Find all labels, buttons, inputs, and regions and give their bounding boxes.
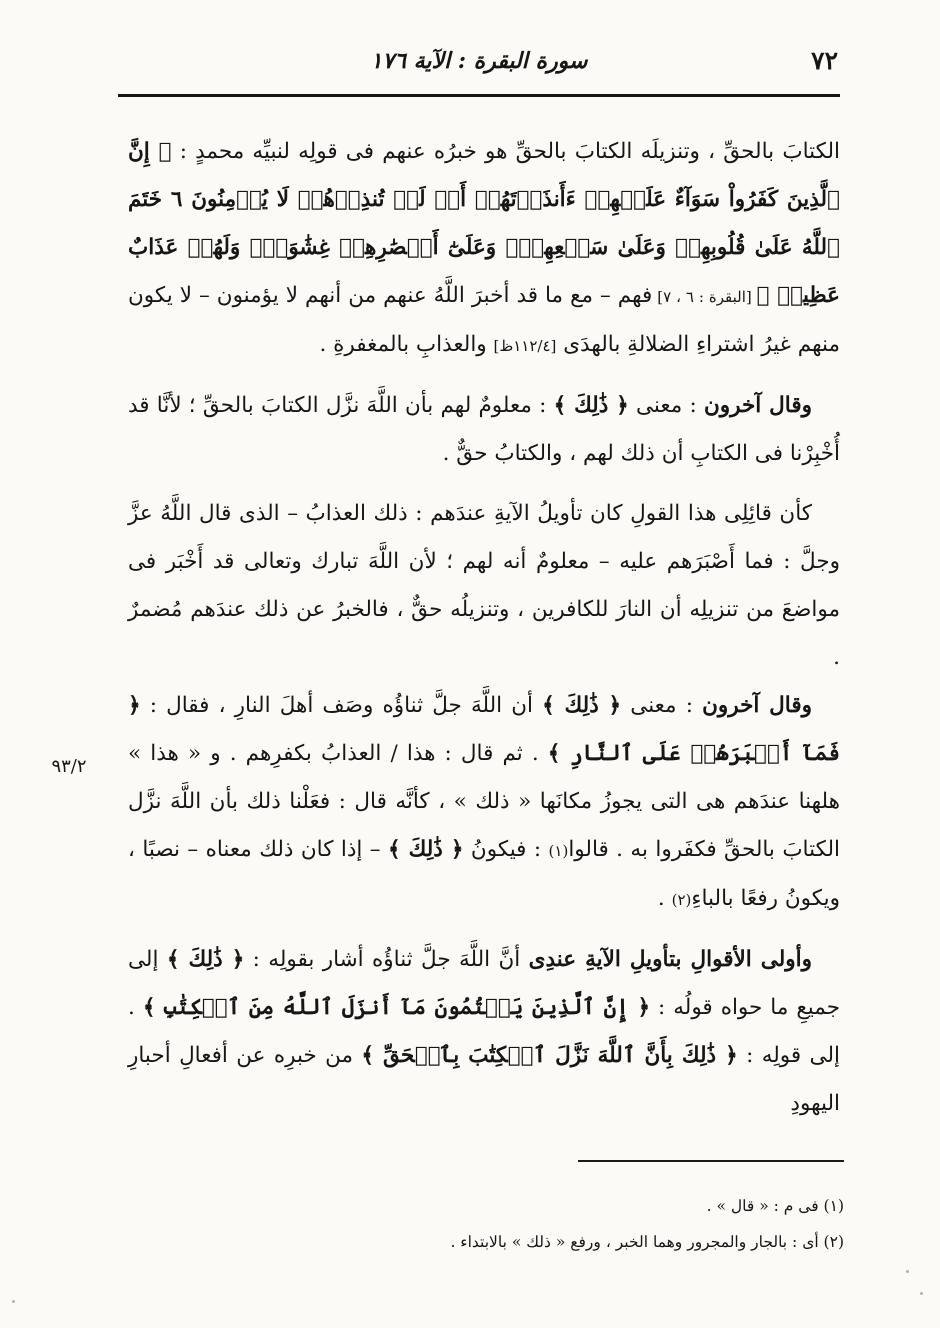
footnote: (٢) أى : بالجار والمجرور وهما الخبر ، ورفع « ذلك » بالابتداء .	[450, 1233, 844, 1251]
quran-quote: ﴿ ذَٰلِكَ ﴾	[166, 947, 245, 972]
reference-mark: [البقرة : ٦ ، ٧]	[652, 288, 757, 306]
text-run: كأن قائِلِى هذا القولِ كان تأويلُ الآيةِ عندَهم : ذلك العذابُ – الذى قال اللَّهُ عزَّ وجلَّ : فما أَصْبَرَهم عليه – معلومٌ أنه لهم ؛ لأن اللَّهَ تبارك وتعالى قد أَخْبَر فى مواضعَ من تنزيلِه أن النارَ للكافرين ، وتنزيلُه حقٌّ ، فالخبرُ عن ذلك عندَهم مُضمرٌ .	[128, 501, 840, 670]
text-run: – إذا كان ذلك معناه – نصبًا ، ويكونُ رفعًا بالباءِ	[128, 837, 840, 911]
scan-speck	[12, 1300, 15, 1303]
header-rule	[118, 94, 840, 97]
paragraph	[128, 128, 840, 370]
quran-quote: ﴿ إِنَّ ٱلَّذِينَ يَكۡتُمُونَ مَآ أَنزَلَ ٱللَّهُ مِنَ ٱلۡكِتَٰبِ ﴾	[142, 995, 651, 1020]
text-run: . ثم قال : هذا / العذابُ بكفرِهم . و « هذا » هلهنا عندَهم هى التى يجوزُ مكانَها « ذلك » ، كأنَّه قال : فعَلْنا ذلك بأن اللَّهَ نزَّل الكتابَ بالحقِّ فكفَروا به . قالوا	[128, 741, 840, 862]
text-run: . إلى قولِه :	[128, 995, 840, 1068]
paragraph	[128, 490, 840, 682]
page-number: ٧٢	[811, 46, 838, 75]
reference-mark: (٢)	[671, 891, 692, 909]
quran-quote: ﴿ إِنَّ ٱلَّذِينَ كَفَرُواْ سَوَآءٌ عَلَيۡهِمۡ ءَأَنذَرۡتَهُمۡ أَمۡ لَمۡ تُنذِرۡهُمۡ لَا يُؤۡمِنُونَ ٦ خَتَمَ ٱللَّهُ عَلَىٰ قُلُوبِهِمۡ وَعَلَىٰ سَمۡعِهِمۡۖ وَعَلَىٰٓ أَبۡصَٰرِهِمۡ غِشَٰوَةٞۖ وَلَهُمۡ عَذَابٌ عَظِيمٞ ﴾	[128, 139, 840, 308]
running-head: سورة البقرة : الآية ١٧٦	[370, 48, 588, 74]
text-run: : معنى	[621, 693, 703, 718]
paragraph	[128, 936, 840, 1128]
quran-quote: ﴿ ذَٰلِكَ بِأَنَّ ٱللَّهَ نَزَّلَ ٱلۡكِتَٰبَ بِٱلۡحَقِّ ﴾	[361, 1043, 738, 1068]
footnote-rule	[578, 1160, 844, 1162]
text-run: : فيكونُ	[463, 837, 549, 862]
reference-mark: [١١٢/٤ظ]	[493, 337, 557, 355]
text-run: أنَّ اللَّهَ جلَّ ثناؤُه أشار بقولِه :	[244, 947, 529, 972]
text-run: فهم – مع ما قد أخبرَ اللَّهُ عنهم من أنهم لا يؤمنون – لا يكون منهم غيرُ اشتراءِ الضلالةِ بالهدَى	[128, 283, 840, 357]
scan-speck	[920, 1292, 923, 1295]
quran-quote: ﴿ فَمَآ أَصۡبَرَهُمۡ عَلَى ٱلنَّارِ ﴾	[128, 693, 840, 766]
lead-phrase: وقال آخرون	[702, 693, 812, 718]
footnote: (١) فى م : « قال » .	[706, 1197, 844, 1215]
quran-quote: ﴿ ذَٰلِكَ ﴾	[553, 393, 629, 418]
lead-phrase: وأولى الأقوالِ بتأويلِ الآيةِ عندِى	[528, 947, 813, 972]
paragraph	[128, 382, 840, 478]
text-run: الكتابَ بالحقِّ ، وتنزيلَه الكتابَ بالحقِّ هو خبرُه عنهم فى قولِه لنبيِّه محمدٍ :	[171, 139, 841, 164]
text-run: من خبرِه عن أفعالِ أحبارِ اليهودِ	[128, 1043, 840, 1116]
lead-phrase: وقال آخرون	[703, 393, 812, 418]
reference-mark: (١)	[548, 842, 569, 860]
text-run: إلى جميعِ ما حواه قولُه :	[128, 947, 841, 1020]
footnotes	[300, 1188, 844, 1260]
main-text	[128, 128, 840, 1148]
paragraph	[128, 682, 840, 924]
page-header	[118, 46, 840, 84]
text-run: : معنى	[628, 393, 704, 418]
quran-quote: ﴿ ذَٰلِكَ ﴾	[542, 693, 622, 718]
margin-reference: ٩٣/٢	[51, 756, 87, 777]
text-run: : معلومٌ لهم بأن اللَّهَ نزَّل الكتابَ بالحقِّ ؛ لأنَّا قد أُخْبِرْنا فى الكتابِ أن ذلك لهم ، والكتابُ حقٌّ .	[128, 393, 840, 466]
text-run: .	[657, 886, 672, 911]
quran-quote: ﴿ ذَٰلِكَ ﴾	[387, 837, 464, 862]
scan-speck	[906, 1270, 909, 1273]
text-run: والعذابِ بالمغفرةِ .	[319, 332, 494, 357]
text-run: أن اللَّهَ جلَّ ثناؤُه وصَف أهلَ النارِ ، فقال :	[140, 693, 543, 718]
